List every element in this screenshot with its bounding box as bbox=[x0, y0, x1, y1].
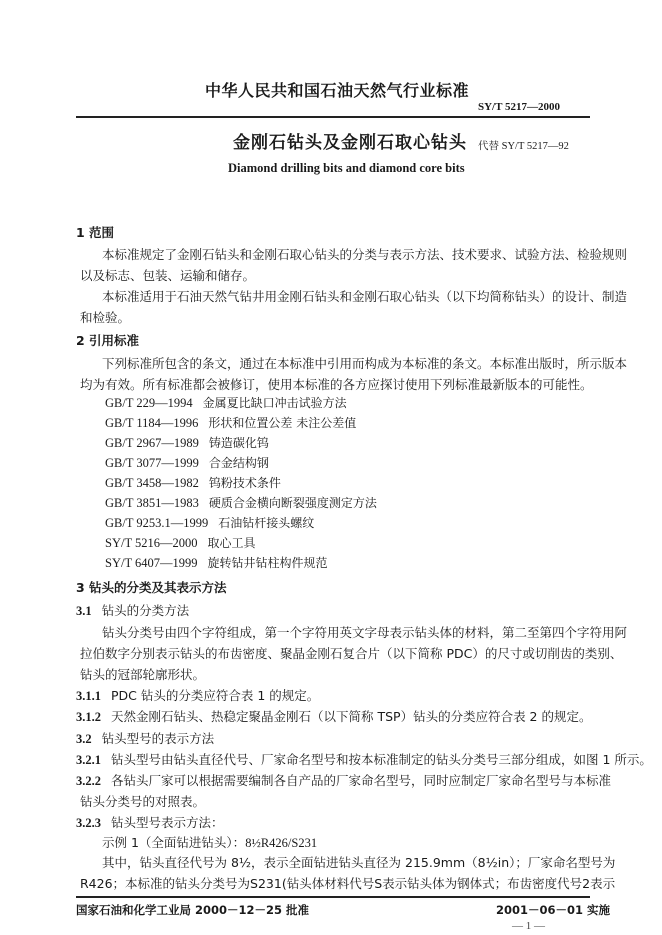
section-2-line: 均为有效。所有标准都会被修订，使用本标准的各方应探讨使用下列标准最新版本的可能性。 bbox=[80, 377, 593, 392]
example-explanation-line: 其中，钻头直径代号为 8½，表示全面钻进钻头直径为 215.9mm（8½in）；厂家命名型号为 bbox=[102, 855, 616, 870]
industry-standard-title: 中华人民共和国石油天然气行业标准 bbox=[205, 81, 470, 100]
approval-line: 国家石油和化学工业局 2000－12－25 批准 bbox=[76, 903, 310, 917]
reference-item: GB/T 229—1994 金属夏比缺口冲击试验方法 bbox=[105, 396, 347, 410]
reference-item: GB/T 3851—1983 硬质合金横向断裂强度测定方法 bbox=[105, 496, 377, 510]
page-number: — 1 — bbox=[512, 920, 545, 932]
section-1-line: 以及标志、包装、运输和储存。 bbox=[80, 268, 256, 283]
reference-item: GB/T 1184—1996 形状和位置公差 未注公差值 bbox=[105, 416, 357, 430]
replaces-standard: 代替 SY/T 5217—92 bbox=[478, 141, 569, 152]
section-2-heading: 2 引用标准 bbox=[76, 333, 140, 348]
clause-3-2-2-line: 钻头分类号的对照表。 bbox=[80, 794, 206, 809]
clause-3-1: 3.1 钻头的分类方法 bbox=[76, 603, 190, 618]
reference-item: GB/T 2967—1989 铸造碳化钨 bbox=[105, 436, 269, 450]
clause-3-2-3: 3.2.3 钻头型号表示方法： bbox=[76, 815, 224, 830]
clause-3-1-1: 3.1.1 PDC 钻头的分类应符合表 1 的规定。 bbox=[76, 688, 320, 703]
section-1-line: 和检验。 bbox=[80, 310, 131, 325]
standard-number: SY/T 5217—2000 bbox=[478, 101, 561, 113]
section-3-heading: 3 钻头的分类及其表示方法 bbox=[76, 580, 227, 595]
implementation-date: 2001－06－01 实施 bbox=[496, 903, 611, 917]
clause-3-1-2: 3.1.2 天然金刚石钻头、热稳定聚晶金刚石（以下简称 TSP）钻头的分类应符合表 2 的规定。 bbox=[76, 709, 592, 724]
document-title-en: Diamond drilling bits and diamond core bits bbox=[228, 161, 465, 175]
section-1-line: 本标准规定了金刚石钻头和金刚石取心钻头的分类与表示方法、技术要求、试验方法、检验规则 bbox=[102, 247, 628, 262]
example-explanation-line: R426；本标准的钻头分类号为S231(钻头体材料代号S表示钻头体为钢体式；布齿密度代号2表示 bbox=[80, 876, 616, 891]
section-1-line: 本标准适用于石油天然气钻井用金刚石钻头和金刚石取心钻头（以下均简称钻头）的设计、制造 bbox=[102, 289, 628, 304]
reference-item: SY/T 6407—1999 旋转钻井钻柱构件规范 bbox=[105, 556, 328, 570]
reference-item: SY/T 5216—2000 取心工具 bbox=[105, 536, 256, 550]
document-title-zh: 金刚石钻头及金刚石取心钻头 bbox=[233, 133, 467, 153]
reference-item: GB/T 3077—1999 合金结构钢 bbox=[105, 456, 269, 470]
clause-3-2: 3.2 钻头型号的表示方法 bbox=[76, 731, 215, 746]
clause-3-2-1: 3.2.1 钻头型号由钻头直径代号、厂家命名型号和按本标准制定的钻头分类号三部分组成，如图 1 所示。 bbox=[76, 752, 652, 767]
reference-item: GB/T 9253.1—1999 石油钻杆接头螺纹 bbox=[105, 516, 315, 530]
header-divider bbox=[76, 116, 590, 118]
clause-3-1-line: 钻头分类号由四个字符组成，第一个字符用英文字母表示钻头体的材料，第二至第四个字符用阿 bbox=[102, 625, 628, 640]
reference-item: GB/T 3458—1982 钨粉技术条件 bbox=[105, 476, 281, 490]
clause-3-1-line: 钻头的冠部轮廓形状。 bbox=[80, 667, 206, 682]
clause-3-2-2: 3.2.2 各钻头厂家可以根据需要编制各自产品的厂家命名型号，同时应制定厂家命名型号与本标准 bbox=[76, 773, 612, 788]
footer-divider bbox=[76, 896, 590, 898]
example-line: 示例 1（全面钻进钻头）：8½R426/S231 bbox=[102, 835, 318, 850]
clause-3-1-line: 拉伯数字分别表示钻头的布齿密度、聚晶金刚石复合片（以下简称 PDC）的尺寸或切削齿的类别、 bbox=[80, 646, 623, 661]
section-1-heading: 1 范围 bbox=[76, 225, 115, 240]
section-2-line: 下列标准所包含的条文，通过在本标准中引用而构成为本标准的条文。本标准出版时，所示版本 bbox=[102, 356, 628, 371]
